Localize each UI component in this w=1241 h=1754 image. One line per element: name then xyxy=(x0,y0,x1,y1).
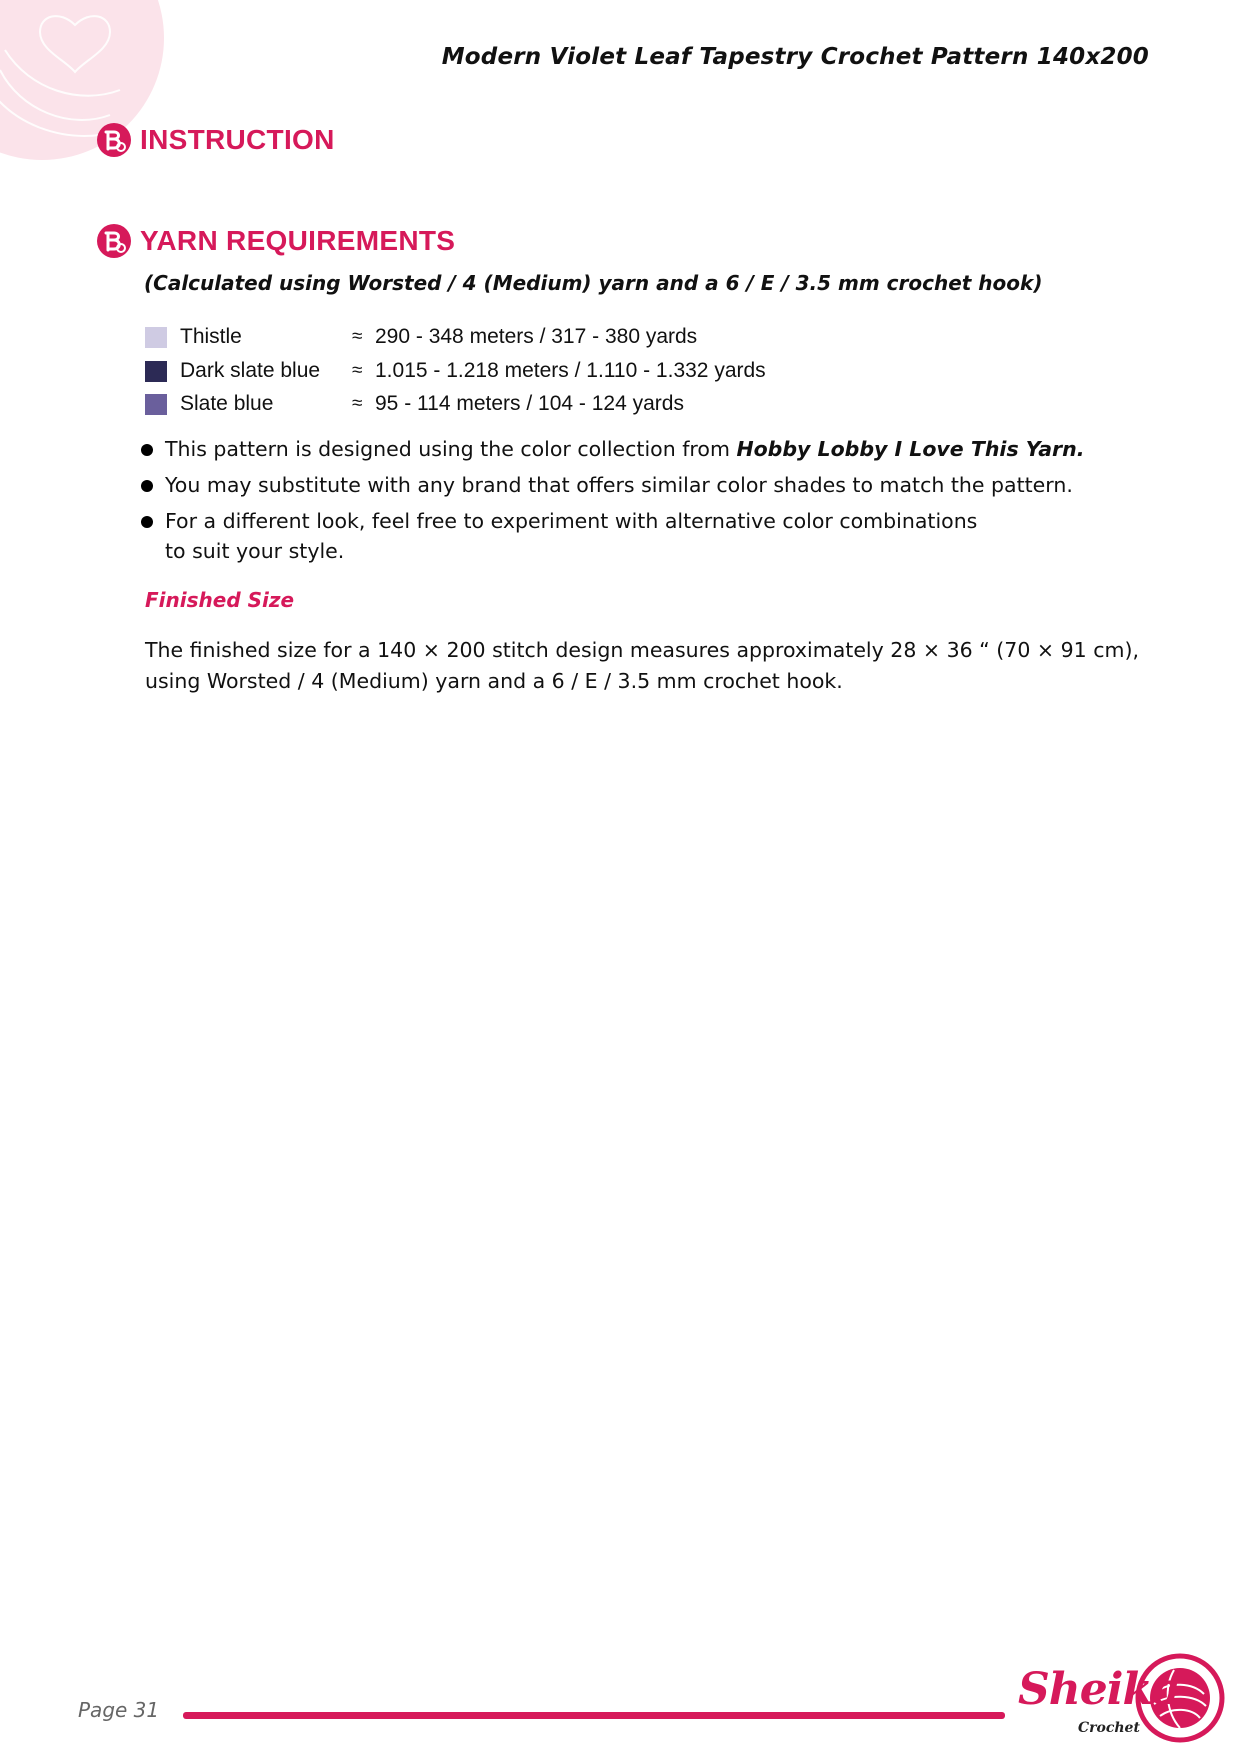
yarn-requirements-heading xyxy=(96,223,455,259)
yarn-brand-name: Hobby Lobby I Love This Yarn. xyxy=(736,437,1085,461)
sheika-badge-icon xyxy=(96,223,132,259)
instruction-heading xyxy=(96,122,335,158)
bullet-icon xyxy=(141,516,153,528)
document-title: Modern Violet Leaf Tapestry Crochet Pattern 140x200 xyxy=(441,44,1149,70)
notes-list xyxy=(141,434,1141,572)
finished-line: The finished size for a 140 × 200 stitch design measures approximately 28 × 36 “ (70 × 91 cm), xyxy=(145,638,1139,662)
bullet-icon xyxy=(141,444,153,456)
yarn-row-dark-slate-blue xyxy=(145,356,766,386)
list-item xyxy=(141,434,1141,464)
color-swatch xyxy=(145,361,167,382)
note-text: You may substitute with any brand that offers similar color shades to match the pattern. xyxy=(165,473,1073,497)
yarn-requirements-title: YARN REQUIREMENTS xyxy=(140,225,456,256)
list-item xyxy=(141,470,1141,500)
yarn-color-name: Thistle xyxy=(180,325,242,348)
instruction-title: INSTRUCTION xyxy=(140,124,335,155)
yarn-row-thistle xyxy=(145,322,697,352)
finished-size-text xyxy=(145,635,1145,697)
list-item xyxy=(141,506,1141,566)
approx-symbol: ≈ xyxy=(352,393,363,414)
footer-divider xyxy=(183,1712,1005,1719)
brand-logo xyxy=(1012,1650,1227,1750)
yarn-color-name: Slate blue xyxy=(180,392,274,415)
note-text: This pattern is designed using the color collection from xyxy=(165,437,737,461)
color-swatch xyxy=(145,394,167,415)
yarn-row-slate-blue xyxy=(145,389,684,419)
sheika-badge-icon xyxy=(96,122,132,158)
bullet-icon xyxy=(141,480,153,492)
note-text: to suit your style. xyxy=(165,539,345,563)
finished-size-title: Finished Size xyxy=(145,588,295,612)
note-text: For a different look, feel free to experiment with alternative color combinations xyxy=(165,509,978,533)
brand-subtitle: Crochet xyxy=(1078,1720,1140,1736)
yarn-amount: 95 - 114 meters / 104 - 124 yards xyxy=(375,392,684,415)
finished-line: using Worsted / 4 (Medium) yarn and a 6 / E / 3.5 mm crochet hook. xyxy=(145,669,843,693)
approx-symbol: ≈ xyxy=(352,360,363,381)
brand-name: Sheika xyxy=(1018,1664,1180,1715)
page-number: Page 31 xyxy=(78,1698,160,1722)
yarn-color-name: Dark slate blue xyxy=(180,359,321,382)
yarn-amount: 1.015 - 1.218 meters / 1.110 - 1.332 yards xyxy=(375,359,766,382)
yarn-subtitle: (Calculated using Worsted / 4 (Medium) yarn and a 6 / E / 3.5 mm crochet hook) xyxy=(144,271,1043,295)
color-swatch xyxy=(145,327,167,348)
approx-symbol: ≈ xyxy=(352,326,363,347)
yarn-amount: 290 - 348 meters / 317 - 380 yards xyxy=(375,325,698,348)
